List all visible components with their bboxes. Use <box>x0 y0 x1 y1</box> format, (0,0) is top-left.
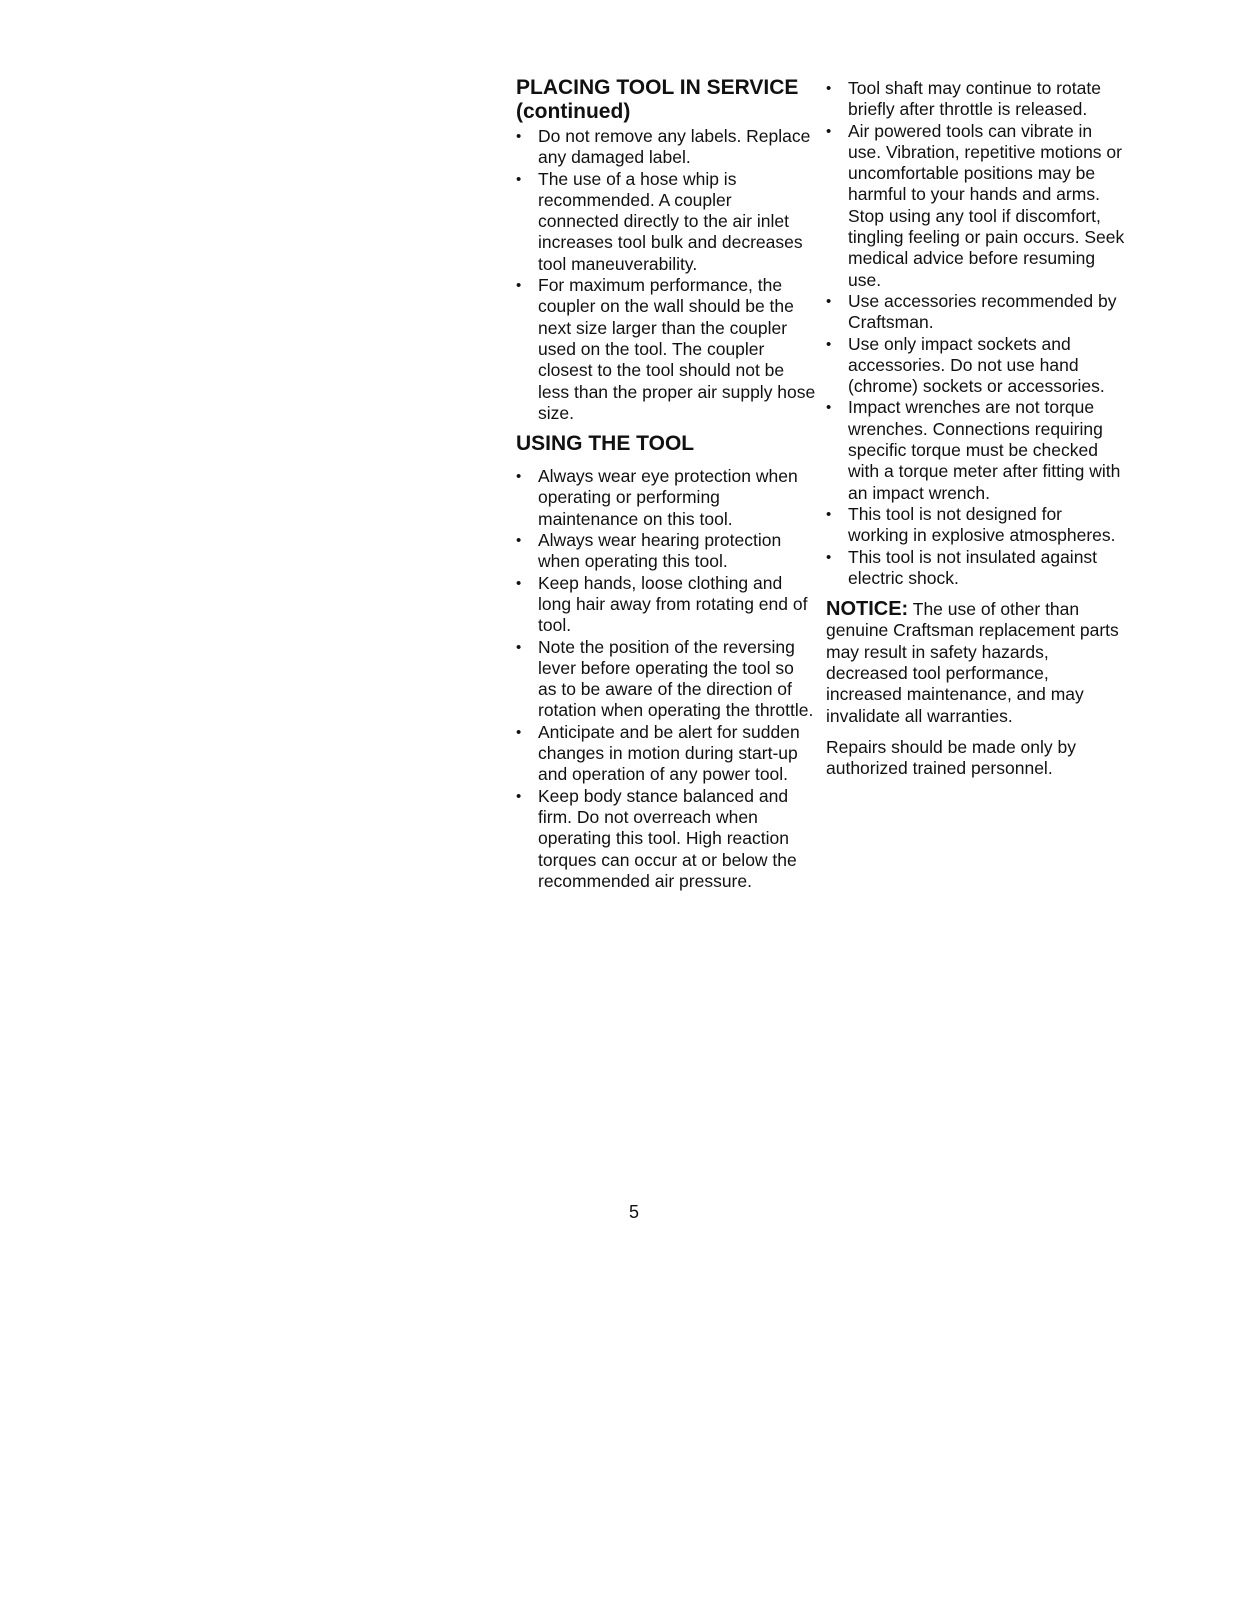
list-item: • Tool shaft may continue to rotate briefly after throttle is released. <box>826 78 1126 121</box>
list-item: • This tool is not designed for working in explosive atmospheres. <box>826 504 1126 547</box>
repairs-paragraph: Repairs should be made only by authorized trained personnel. <box>826 736 1077 779</box>
using-tool-list <box>516 466 816 892</box>
list-item: • For maximum performance, the coupler on the wall should be the next size larger than the coupler used on the tool. The coupler closest to the tool should not be less than the proper air supply hose size. <box>516 275 816 424</box>
notice-paragraph <box>826 599 1126 727</box>
list-item: • Note the position of the reversing lever before operating the tool so as to be aware of the direction of rotation when operating the throttle. <box>516 637 816 722</box>
list-item: • Always wear hearing protection when operating this tool. <box>516 530 816 573</box>
list-item: • Always wear eye protection when operating or performing maintenance on this tool. <box>516 466 816 530</box>
notice-label: NOTICE: <box>826 598 909 621</box>
list-item: • Keep hands, loose clothing and long hair away from rotating end of tool. <box>516 573 816 637</box>
page-number: 5 <box>628 1202 639 1222</box>
notice-text: The use of other than genuine Craftsman replacement parts may result in safety hazards, decreased tool performance, increased maintenance, and may invalidate all warranties. <box>826 599 1119 726</box>
list-item: • Keep body stance balanced and firm. Do not overreach when operating this tool. High reaction torques can occur at or below the recommended air pressure. <box>516 786 816 892</box>
list-item: • This tool is not insulated against electric shock. <box>826 547 1126 590</box>
safety-list <box>826 78 1126 589</box>
list-item: • Do not remove any labels. Replace any damaged label. <box>516 126 816 169</box>
placing-tool-list <box>516 126 816 424</box>
list-item: • The use of a hose whip is recommended. A coupler connected directly to the air inlet increases tool bulk and decreases tool maneuverability. <box>516 169 816 275</box>
section-heading-using-tool: USING THE TOOL <box>516 432 695 456</box>
list-item: • Anticipate and be alert for sudden changes in motion during start-up and operation of any power tool. <box>516 722 816 786</box>
left-column <box>516 76 816 892</box>
list-item: • Air powered tools can vibrate in use. Vibration, repetitive motions or uncomfortable positions may be harmful to your hands and arms. Stop using any tool if discomfort, tingling feeling or pain occurs. Seek medical advice before resuming use. <box>826 121 1126 291</box>
section-heading-placing-tool: PLACING TOOL IN SERVICE (continued) <box>516 76 799 123</box>
right-column <box>826 78 1126 780</box>
list-item: • Use accessories recommended by Craftsman. <box>826 291 1126 334</box>
list-item: • Impact wrenches are not torque wrenches. Connections requiring specific torque must be checked with a torque meter after fitting with an impact wrench. <box>826 397 1126 503</box>
list-item: • Use only impact sockets and accessories. Do not use hand (chrome) sockets or accessories. <box>826 334 1126 398</box>
